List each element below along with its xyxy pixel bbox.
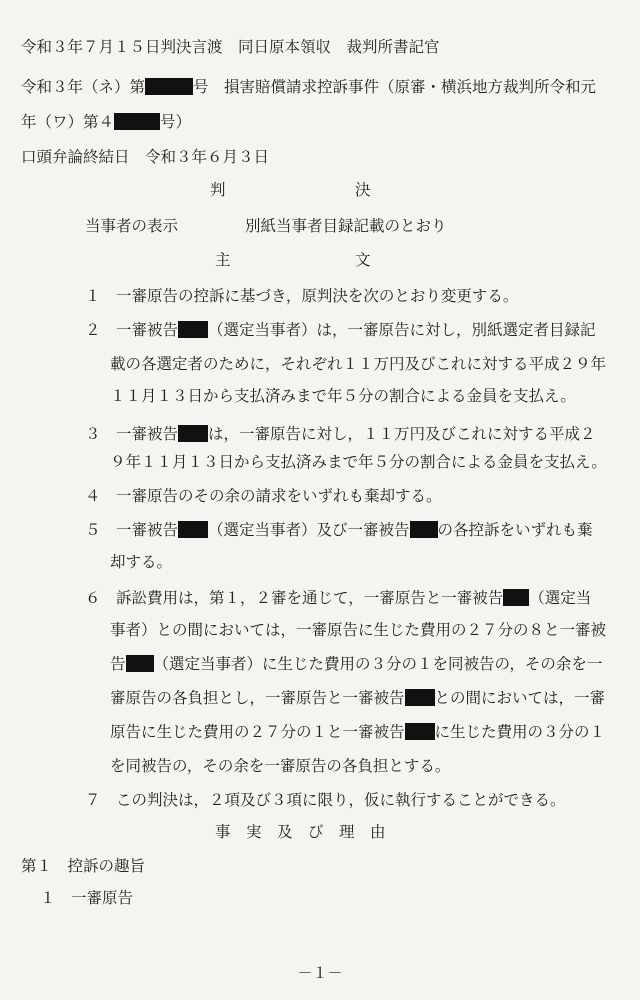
page-number: －１－ xyxy=(297,964,343,982)
item-3-line-2: ９年１１月１３日から支払済みまで年５分の割合による金員を支払え。 xyxy=(110,453,607,471)
title-char-1: 判 xyxy=(210,181,226,199)
redaction-block xyxy=(178,321,208,338)
main-heading-char-2: 文 xyxy=(355,251,371,269)
item-6-line-3: 告 （選定当事者）に生じた費用の３分の１を同被告の，その余を一 xyxy=(110,655,603,673)
section-1-item-1: １ 一審原告 xyxy=(40,889,134,907)
item-6-line-2: 事者）との間においては，一審原告に生じた費用の２７分の８と一審被 xyxy=(110,621,607,639)
redaction-block xyxy=(145,78,193,95)
item-2-line-1: ２ 一審被告 （選定当事者）は，一審原告に対し，別紙選定者目録記 xyxy=(85,321,596,339)
header-line-2: 令和３年（ネ）第 号 損害賠償請求控訴事件（原審・横浜地方裁判所令和元 xyxy=(21,78,597,96)
redaction-block xyxy=(126,655,154,672)
oral-argument-end-date: 口頭弁論終結日 令和３年６月３日 xyxy=(21,148,270,166)
header-line-1: 令和３年７月１５日判決言渡 同日原本領収 裁判所書記官 xyxy=(21,38,440,56)
item-3-line-1: ３ 一審被告 は，一審原告に対し，１１万円及びこれに対する平成２ xyxy=(85,425,596,443)
redaction-block xyxy=(178,425,208,442)
item-6-line-5: 原告に生じた費用の２７分の１と一審被告 に生じた費用の３分の１ xyxy=(110,723,606,741)
main-heading-char-1: 主 xyxy=(215,251,231,269)
item-2-line-2: 載の各選定者のために，それぞれ１１万円及びこれに対する平成２９年 xyxy=(110,355,607,373)
redaction-block xyxy=(405,689,435,706)
redaction-block xyxy=(178,521,208,538)
redaction-block xyxy=(405,723,435,740)
redaction-block xyxy=(114,113,160,130)
header-line-3: 年（ワ）第４ 号） xyxy=(21,113,192,131)
item-1: １ 一審原告の控訴に基づき，原判決を次のとおり変更する。 xyxy=(85,287,519,305)
parties-label: 当事者の表示 xyxy=(85,217,179,235)
title-char-2: 決 xyxy=(355,181,371,199)
redaction-block xyxy=(503,589,529,606)
item-5-line-1: ５ 一審被告 （選定当事者）及び一審被告 の各控訴をいずれも棄 xyxy=(85,521,593,539)
item-5-line-2: 却する。 xyxy=(110,553,173,571)
redaction-block xyxy=(410,521,438,538)
item-7: ７ この判決は，２項及び３項に限り，仮に執行することができる。 xyxy=(85,791,566,809)
section-1-heading: 第１ 控訴の趣旨 xyxy=(21,857,146,875)
item-4: ４ 一審原告のその余の請求をいずれも棄却する。 xyxy=(85,487,442,505)
item-6-line-6: を同被告の，その余を一審原告の各負担とする。 xyxy=(110,757,451,775)
item-6-line-1: ６ 訴訟費用は，第１，２審を通じて，一審原告と一審被告 （選定当 xyxy=(85,589,592,607)
reasons-heading: 事 実 及 び 理 由 xyxy=(215,823,386,841)
item-2-line-3: １１月１３日から支払済みまで年５分の割合による金員を支払え。 xyxy=(110,387,576,405)
item-6-line-4: 審原告の各負担とし，一審原告と一審被告 との間においては，一審 xyxy=(110,689,606,707)
parties-value: 別紙当事者目録記載のとおり xyxy=(245,217,447,235)
